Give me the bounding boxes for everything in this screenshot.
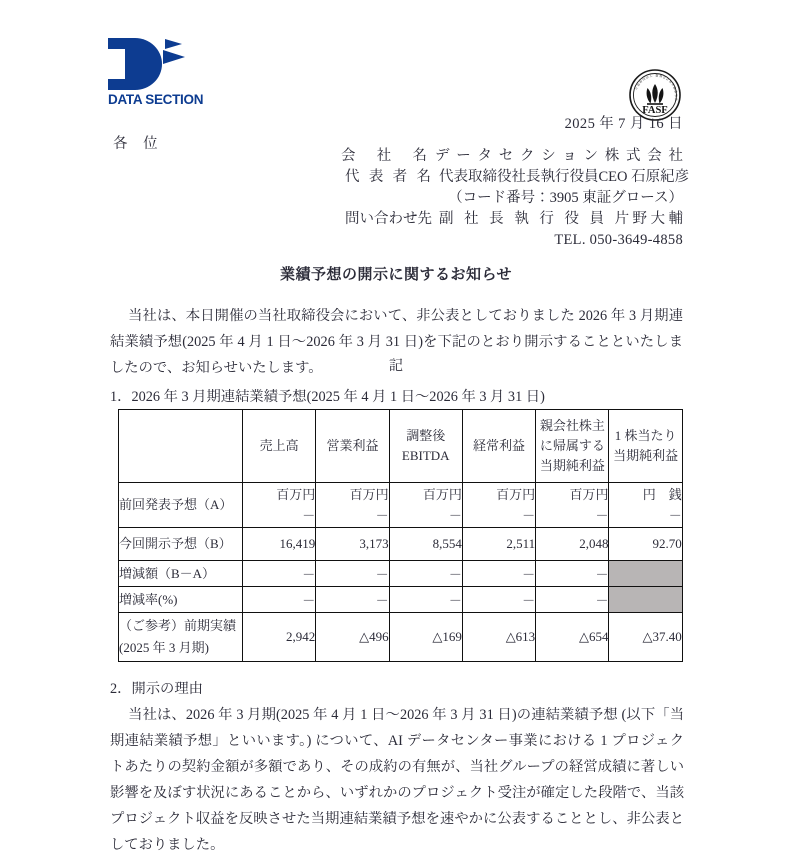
cell-current-ordinary-income: 2,511 (462, 528, 535, 561)
svg-text:会: 会 (673, 93, 679, 98)
company-name-value: データセクション株式会社 (435, 148, 683, 164)
svg-text:構: 構 (673, 89, 679, 94)
cell-rate-net-income: － (536, 587, 609, 613)
section2-paragraph-text: 当社は、2026 年 3 月期(2025 年 4 月 1 日～2026 年 3 月 31 日)の連結業績予想 (以下「当期連結業績予想」といいます。) について、AI データセンター事業における 1 プロジェクトあたりの契約金額が多額であり、その成約の有無が、当社グループの経営成績に著しい影響を及ぼす状況にあることから、いずれかのプロジェクト受注が確定した段階で、当該プロジェクト収益を反映させた当期連結業績予想を速やかに公表することとし、非公表としておりました。 (110, 707, 684, 853)
row-label-previous-forecast: 前回発表予想（A） (119, 483, 243, 528)
table-header-corner (119, 410, 243, 483)
document-date: 2025 年 7 月 16 日 (564, 116, 683, 132)
lead-paragraph-text: 当社は、本日開催の当社取締役会において、非公表としておりました 2026 年 3 月期連結業績予想(2025 年 4 月 1 日～2026 年 3 月 31 日)を下記のとおり開示することといたしましたので、お知らせいたします。 (110, 308, 683, 376)
row-label-change-rate: 増減率(%) (119, 587, 243, 613)
table-header-row (119, 410, 683, 483)
svg-text:員: 員 (673, 97, 679, 102)
cell-difference-adjusted-ebitda: － (389, 561, 462, 587)
cell-reference-operating-income: △496 (316, 613, 389, 662)
cell-previous-adjusted-ebitda: 百万円 － (389, 483, 462, 528)
cell-reference-adjusted-ebitda: △169 (389, 613, 462, 662)
cell-current-eps: 92.70 (609, 528, 682, 561)
cell-previous-operating-income: 百万円 － (316, 483, 389, 528)
table-row (119, 587, 683, 613)
ki-marker: 記 (388, 358, 404, 374)
company-name-label: 会 社 名 (341, 148, 427, 164)
logo-row (0, 32, 792, 116)
addressee: 各 位 (113, 136, 164, 152)
svg-text:計: 計 (665, 76, 670, 82)
representative-label: 代 表 者 名 (345, 169, 431, 185)
cell-previous-net-income: 百万円 － (536, 483, 609, 528)
svg-text:法: 法 (645, 74, 650, 80)
cell-reference-eps: △37.40 (609, 613, 682, 662)
cell-rate-adjusted-ebitda: － (389, 587, 462, 613)
cell-reference-net-sales: 2,942 (243, 613, 316, 662)
svg-text:益: 益 (635, 82, 641, 88)
contact-value: 副 社 長 執 行 役 員 片野大輔 (439, 211, 683, 227)
cell-previous-ordinary-income: 百万円 － (462, 483, 535, 528)
cell-difference-operating-income: － (316, 561, 389, 587)
cell-difference-net-sales: － (243, 561, 316, 587)
cell-reference-ordinary-income: △613 (462, 613, 535, 662)
svg-text:財: 財 (655, 73, 659, 78)
cell-difference-ordinary-income: － (462, 561, 535, 587)
cell-previous-eps: 円 銭 － (609, 483, 682, 528)
section2-heading: 2．開示の理由 (110, 681, 203, 697)
data-section-logo (108, 38, 204, 110)
table-row (119, 561, 683, 587)
svg-text:会: 会 (662, 75, 667, 80)
arrow-top-icon (165, 39, 182, 49)
table-header-net-income-attributable: 親会社株主 に帰属する 当期純利益 (536, 410, 609, 483)
cell-rate-net-sales: － (243, 587, 316, 613)
section2-paragraph (110, 702, 684, 858)
section1-heading: 1．2026 年 3 月期連結業績予想(2025 年 4 月 1 日～2026 年 3 月 31 日) (110, 389, 545, 405)
cell-reference-net-income: △654 (536, 613, 609, 662)
cell-difference-net-income: － (536, 561, 609, 587)
svg-text:基: 基 (668, 79, 673, 85)
arrow-bottom-icon (163, 50, 185, 64)
data-section-wordmark: DATA SECTION (108, 92, 204, 107)
cell-rate-operating-income: － (316, 587, 389, 613)
svg-text:団: 団 (641, 76, 647, 82)
table-row (119, 613, 683, 662)
svg-text:務: 務 (659, 74, 663, 79)
cell-previous-net-sales: 百万円 － (243, 483, 316, 528)
cell-current-operating-income: 3,173 (316, 528, 389, 561)
company-name-line (330, 146, 683, 167)
table-row (119, 528, 683, 561)
cell-current-net-income: 2,048 (536, 528, 609, 561)
table-header-ordinary-income: 経常利益 (462, 410, 535, 483)
svg-text:公: 公 (633, 85, 639, 91)
cell-rate-ordinary-income: － (462, 587, 535, 613)
row-label-difference: 増減額（B－A） (119, 561, 243, 587)
contact-line (330, 209, 683, 230)
page-title: 業績予想の開示に関するお知らせ (279, 265, 513, 283)
table-row (119, 483, 683, 528)
representative-value: 代表取締役社長執行役員CEO 石原紀彦 (439, 169, 690, 185)
securities-code-line: （コード番号：3905 東証グロース） (448, 190, 683, 206)
svg-text:財: 財 (638, 79, 644, 85)
telephone-line: TEL. 050-3649-4858 (554, 232, 683, 248)
table-header-operating-income: 営業利益 (316, 410, 389, 483)
cell-current-net-sales: 16,419 (243, 528, 316, 561)
table-header-eps: 1 株当たり 当期純利益 (609, 410, 682, 483)
contact-label: 問い合わせ先 (345, 211, 432, 227)
svg-text:FASF: FASF (642, 105, 668, 116)
company-info-block (330, 146, 690, 251)
cell-difference-eps-shaded (609, 561, 682, 587)
data-section-mark-icon (108, 38, 194, 90)
forecast-table (118, 409, 683, 662)
svg-text:機: 機 (672, 85, 677, 91)
row-label-reference-prior-period: （ご参考）前期実績 (2025 年 3 月期) (119, 613, 243, 662)
letter-d-shape-icon (108, 38, 162, 90)
svg-text:準: 準 (670, 82, 676, 88)
row-label-current-forecast: 今回開示予想（B） (119, 528, 243, 561)
table-header-net-sales: 売上高 (243, 410, 316, 483)
cell-current-adjusted-ebitda: 8,554 (389, 528, 462, 561)
table-header-adjusted-ebitda: 調整後 EBITDA (389, 410, 462, 483)
cell-rate-eps-shaded (609, 587, 682, 613)
svg-text:人: 人 (649, 73, 653, 79)
representative-line (330, 167, 690, 188)
